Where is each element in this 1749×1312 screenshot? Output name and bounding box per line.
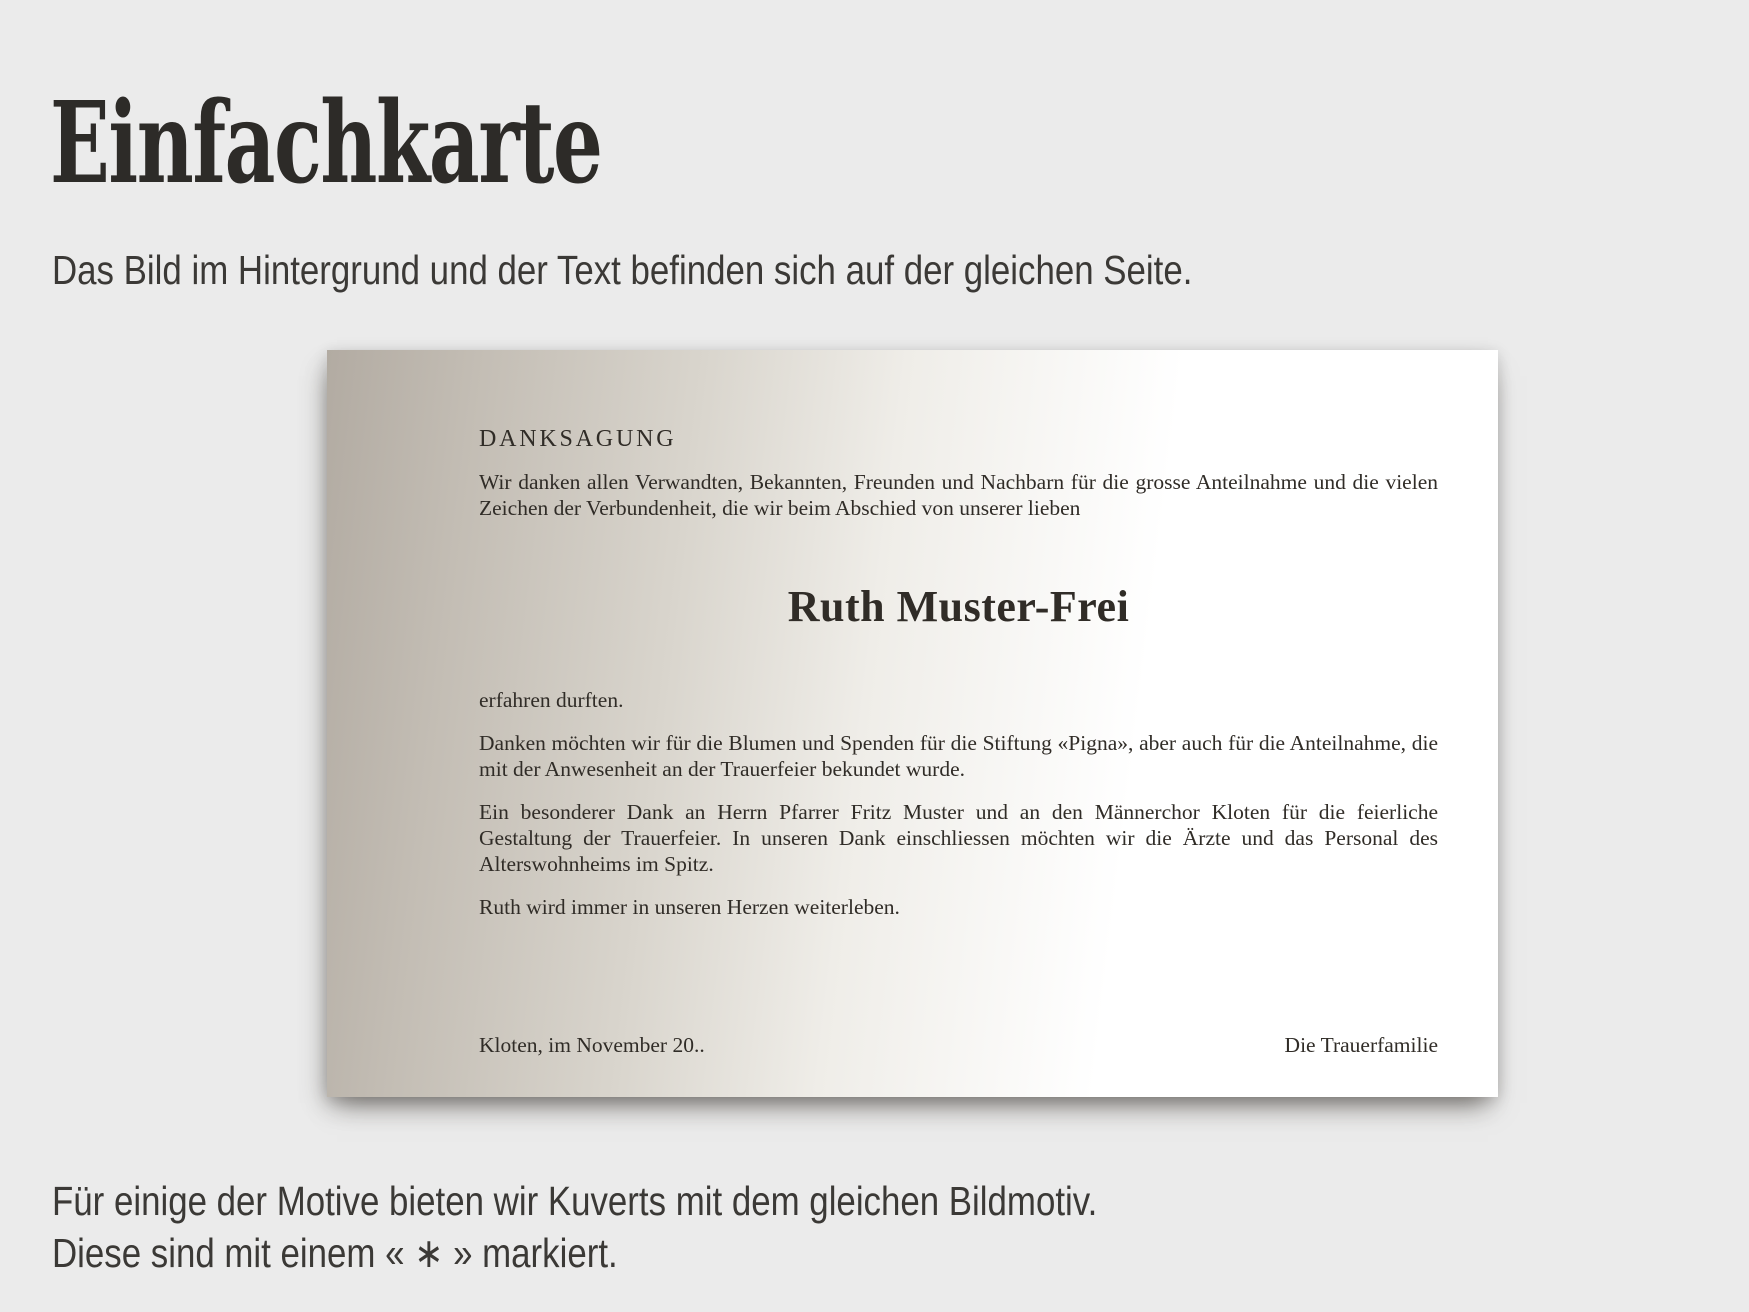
card-heading: DANKSAGUNG (479, 426, 677, 452)
page-subtitle-text: Das Bild im Hintergrund und der Text befinden sich auf der gleichen Seite. (52, 247, 1193, 293)
card-after-name: erfahren durften. (479, 688, 624, 712)
deceased-name: Ruth Muster-Frei (787, 582, 1130, 631)
page-footer-line2: Diese sind mit einem « ∗ » markiert. (52, 1230, 618, 1276)
card-intro-paragraph: Wir danken allen Verwandten, Bekannten, Freunden und Nachbarn für die grosse Anteilnahme und die vielen Zeichen der Verbundenheit, die wir beim Abschied von unserer lieben (479, 470, 1438, 520)
card-signature: Die Trauerfamilie (1284, 1033, 1438, 1057)
page-title (50, 78, 838, 209)
page-subtitle (52, 246, 1394, 294)
card-closing-line: Ruth wird immer in unseren Herzen weiterleben. (479, 895, 900, 919)
card-place-date: Kloten, im November 20.. (479, 1033, 705, 1057)
card-preview (327, 350, 1498, 1097)
page-footer-line1: Für einige der Motive bieten wir Kuverts mit dem gleichen Bildmotiv. (52, 1178, 1098, 1224)
card-content (327, 350, 1498, 1097)
page-title-text: Einfachkarte (50, 78, 602, 209)
page-footer-note (52, 1175, 1282, 1279)
card-paragraph-thanks-flowers: Danken möchten wir für die Blumen und Spenden für die Stiftung «Pigna», aber auch für die Anteilnahme, die mit der Anwesenheit an der Trauerfeier bekundet wurde. (479, 731, 1438, 781)
card-footer (479, 1032, 1438, 1059)
card-paragraph-special-thanks: Ein besonderer Dank an Herrn Pfarrer Fritz Muster und an den Männerchor Kloten für die feierliche Gestaltung der Trauerfeier. In unseren Dank einschliessen möchten wir die Ärzte und das Personal des Alterswohnheims im Spitz. (479, 800, 1438, 876)
